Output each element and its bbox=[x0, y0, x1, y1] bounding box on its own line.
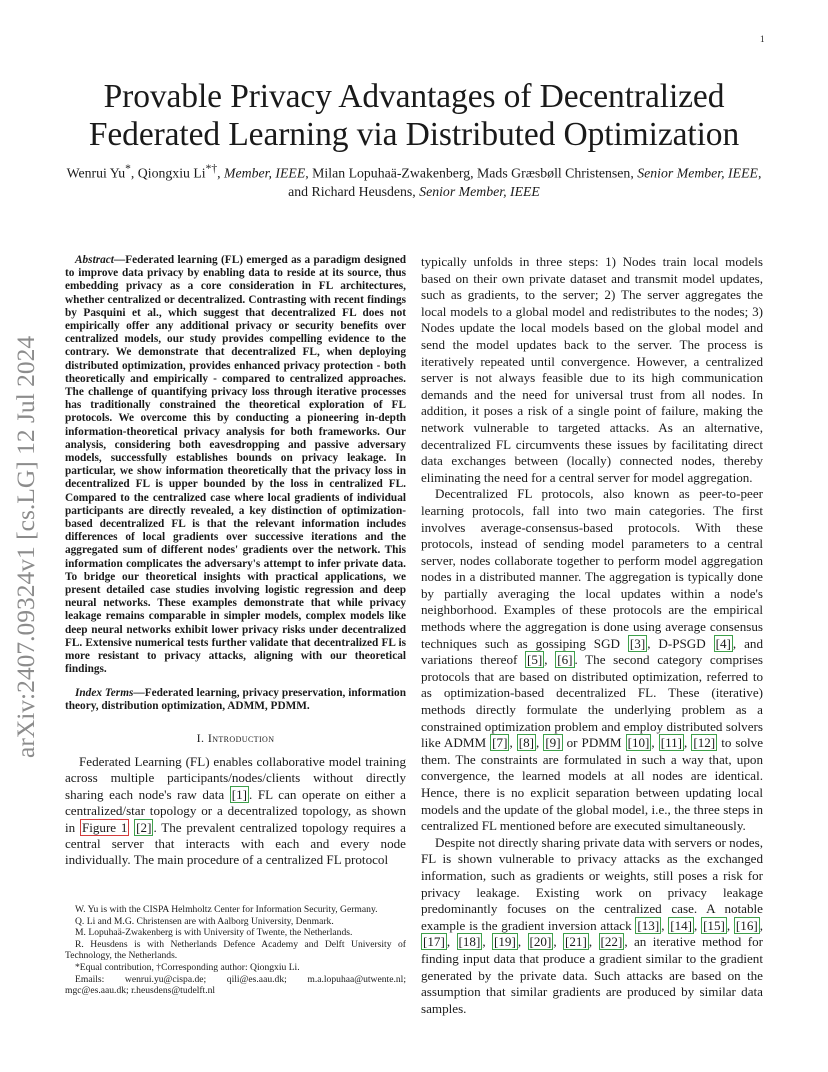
text-run: . The prevalent centralized topology requires a central server that interacts with each and every node individually. The main procedure of a centralized FL protocol bbox=[65, 819, 406, 868]
index-terms bbox=[65, 687, 406, 713]
author-role: Member, IEEE bbox=[224, 165, 306, 181]
right-column bbox=[421, 254, 763, 1017]
text-run: or PDMM bbox=[562, 735, 626, 751]
page-number: 1 bbox=[760, 34, 765, 44]
text-run: Decentralized FL protocols, also known as peer-to-peer learning protocols, fall into two main categories. The first involves average-consensus-based protocols. With these protocols, instead of sending model parameters to a central server, nodes collaborate together to perform model aggregation nodes in a distributed manner. The aggregation is typically done by partially averaging the local updates within a node's neighborhood. Examples of these protocols are the empirical methods where the aggregation is done using average consensus techniques such as gossiping SGD bbox=[421, 486, 763, 651]
section-title: Introduction bbox=[207, 730, 275, 745]
citation-link[interactable]: [13] bbox=[637, 917, 660, 933]
text-run: , bbox=[651, 735, 659, 751]
author-sep: , Milan Lopuhaä-Zwakenberg, Mads Græsbøll Christensen, bbox=[305, 165, 638, 181]
footnote: *Equal contribution, †Corresponding author: Qiongxiu Li. bbox=[75, 961, 300, 973]
citation-link[interactable]: [21] bbox=[565, 934, 587, 950]
text-run: , bbox=[536, 735, 544, 751]
text-run: . FL can operate on either a centralized/star topology or a decentralized topology, as shown in bbox=[65, 786, 406, 835]
paragraph bbox=[421, 835, 763, 1018]
text-run: , bbox=[544, 652, 556, 668]
text-run: , bbox=[694, 917, 702, 933]
text-run: , D-PSGD bbox=[647, 635, 714, 651]
citation-link[interactable]: [5] bbox=[527, 652, 543, 668]
citation-link[interactable]: [19] bbox=[494, 934, 516, 950]
citation-link[interactable]: [16] bbox=[735, 917, 758, 933]
text-run: , bbox=[517, 934, 528, 950]
text-run: to solve them. The constraints are formulated in such a way that, upon convergence, the learned models at all nodes are identical. Hence, there is no explicit separation between updating local models and the update of the global model, i.e., the three steps in centralized FL mentioned before are executed simultaneously. bbox=[421, 735, 764, 834]
footnote: Emails: wenrui.yu@cispa.de; qili@es.aau.dk; m.a.lopuhaa@utwente.nl; mgc@es.aau.dk; r.heusdens@tudelft.nl bbox=[65, 973, 406, 997]
footnote: M. Lopuhaä-Zwakenberg is with University of Twente, the Netherlands. bbox=[75, 927, 353, 939]
index-terms-text: —Federated learning, privacy preservation, information theory, distribution optimization, ADMM, PDMM. bbox=[65, 686, 406, 712]
author-mark: * bbox=[125, 163, 131, 175]
section-heading bbox=[65, 731, 406, 746]
text-run: . The second category comprises protocols that are based on distributed optimization, referred to as optimization-based decentralized FL. These (iterative) methods directly formulate the underlying problem as a constrained optimization problem and employ distributed solvers like ADMM bbox=[421, 652, 764, 751]
citation-link[interactable]: [20] bbox=[529, 934, 552, 950]
paragraph bbox=[421, 486, 763, 834]
citation-link[interactable]: [4] bbox=[715, 635, 731, 651]
paper-title bbox=[60, 78, 768, 154]
citation-link[interactable]: [2] bbox=[136, 819, 152, 835]
author-mark: *† bbox=[205, 163, 218, 175]
text-run: , bbox=[684, 735, 692, 751]
abstract-label: Abstract bbox=[75, 254, 114, 266]
figure-link[interactable]: Figure 1 bbox=[81, 819, 128, 835]
footnote: Q. Li and M.G. Christensen are with Aalborg University, Denmark. bbox=[75, 915, 334, 927]
citation-link[interactable]: [12] bbox=[693, 735, 716, 751]
text-run: , bbox=[446, 934, 457, 950]
text-run: , bbox=[661, 917, 669, 933]
text-run: , and variations thereof bbox=[421, 635, 764, 668]
left-column bbox=[65, 254, 406, 869]
arxiv-stamp[interactable]: arXiv:2407.09324v1 [cs.LG] 12 Jul 2024 bbox=[11, 335, 40, 758]
text-run: , bbox=[588, 934, 599, 950]
text-run: Federated Learning (FL) enables collaborative model training across multiple participants/nodes/clients without directly sharing each node's raw data bbox=[65, 753, 406, 802]
author-name: Wenrui Yu bbox=[66, 165, 126, 181]
author-sep: , Qiongxiu Li bbox=[130, 165, 206, 181]
text-run: Despite not directly sharing private data with servers or nodes, FL is shown vulnerable to privacy attacks as the exchanged information, such as gradients or weights, still poses a risk for privacy leakage. Existing work on privacy leakage predominantly focuses on the centralized case. A notable example is the gradient inversion attack bbox=[421, 834, 763, 933]
text-run: , bbox=[482, 934, 492, 950]
text-run: , bbox=[509, 735, 517, 751]
citation-link[interactable]: [15] bbox=[703, 917, 725, 933]
intro-paragraph bbox=[65, 754, 406, 869]
author-role: Senior Member, IEEE bbox=[419, 183, 540, 199]
citation-link[interactable]: [8] bbox=[518, 735, 535, 751]
author-role: Senior Member, IEEE bbox=[637, 165, 758, 181]
abstract-text: —Federated learning (FL) emerged as a paradigm designed to improve data privacy by enabling data to reside at its source, thus embedding privacy as a core consideration in FL architectures, whether centralized or decentralized. Contrasting with recent findings by Pasquini et al., which suggest that decentralized FL does not empirically offer any additional privacy or security benefits over centralized models, our study provides compelling evidence to the contrary. We demonstrate that decentralized FL, when deploying distributed optimization, provides enhanced privacy protection - both theoretically and empirically - compared to centralized approaches. The challenge of quantifying privacy loss through iterative processes has traditionally constrained the theoretical exploration of FL protocols. We overcome this by conducting a pioneering in-depth information-theoretical privacy analysis for both frameworks. Our analysis, considering both eavesdropping and passive adversary models, successfully establishes bounds on privacy leakage. In particular, we show information theoretically that the privacy loss in decentralized FL is upper bounded by the loss in centralized FL. Compared to the centralized case where local gradients of individual participants are directly revealed, a key distinction of optimization-based decentralized FL is that the relevant information includes differences of local gradients over successive iterations and the aggregated sum of different nodes' gradients over the network. This information complicates the adversary's attempt to infer private data. To bridge our theoretical insights with practical applications, we present detailed case studies involving logistic regression and deep neural networks. These examples demonstrate that while privacy leakage remains comparable in simpler models, complex models like deep neural networks exhibit lower privacy risks under decentralized FL. Extensive numerical tests further validate that decentralized FL is more resistant to privacy attacks, aligning with our theoretical findings. bbox=[65, 254, 406, 676]
citation-link[interactable]: [11] bbox=[660, 735, 683, 751]
text-run: , bbox=[726, 917, 734, 933]
footnotes bbox=[65, 904, 406, 997]
title-line-1: Provable Privacy Advantages of Decentralized bbox=[103, 78, 725, 115]
intro-body bbox=[65, 754, 406, 869]
abstract bbox=[65, 254, 406, 677]
text-run: , bbox=[553, 934, 563, 950]
index-terms-label: Index Terms bbox=[75, 686, 134, 699]
author-sep: , and Richard Heusdens, bbox=[288, 165, 762, 199]
citation-link[interactable]: [10] bbox=[627, 735, 650, 751]
title-line-2: Federated Learning via Distributed Optimization bbox=[88, 116, 740, 153]
footnote: W. Yu is with the CISPA Helmholtz Center for Information Security, Germany. bbox=[75, 904, 378, 915]
text-run: , an iterative method for finding input data that produce a gradient similar to the gradient generated by the private data. Such attacks are based on the assumption that similar gradients are produced by similar data samples. bbox=[421, 934, 763, 1016]
citation-link[interactable]: [14] bbox=[670, 917, 693, 933]
paragraph-continued: typically unfolds in three steps: 1) Nodes train local models based on their own private dataset and transmit model updates, such as gradients, to the server; 2) The server aggregates the local models to a global model and redistributes to the nodes; 3) Nodes update the local models based on the global model and send the model updates back to the server. The process is iteratively repeated until convergence. However, a centralized server is not always feasible due to its high communication demands and the need for universal trust from all nodes. In addition, it poses a risk of a single point of failure, making the network vulnerable to targeted attacks. As an alternative, decentralized FL circumvents these issues by facilitating direct data exchanges between (locally) connected nodes, thereby eliminating the need for a central server for model aggregation. bbox=[421, 254, 763, 485]
citation-link[interactable]: [17] bbox=[423, 934, 445, 950]
citation-link[interactable]: [3] bbox=[629, 635, 646, 651]
citation-link[interactable]: [6] bbox=[557, 652, 573, 668]
right-body bbox=[421, 254, 763, 1017]
citation-link[interactable]: [7] bbox=[492, 735, 508, 751]
text-run: , bbox=[759, 917, 764, 933]
author-list: Wenrui Yu*, Qiongxiu Li*†, Member, IEEE, Milan Lopuhaä-Zwakenberg, Mads Græsbøll Christensen, Senior Member, IEEE, and Richard Heusdens, Senior Member, IEEE bbox=[66, 163, 762, 199]
citation-link[interactable]: [18] bbox=[458, 934, 481, 950]
citation-link[interactable]: [1] bbox=[231, 786, 248, 802]
section-number: I. bbox=[196, 730, 208, 745]
citation-link[interactable]: [22] bbox=[600, 934, 623, 950]
citation-link[interactable]: [9] bbox=[545, 735, 561, 751]
footnote: R. Heusdens is with Netherlands Defence Academy and Delft University of Technology, the Netherlands. bbox=[65, 938, 406, 962]
